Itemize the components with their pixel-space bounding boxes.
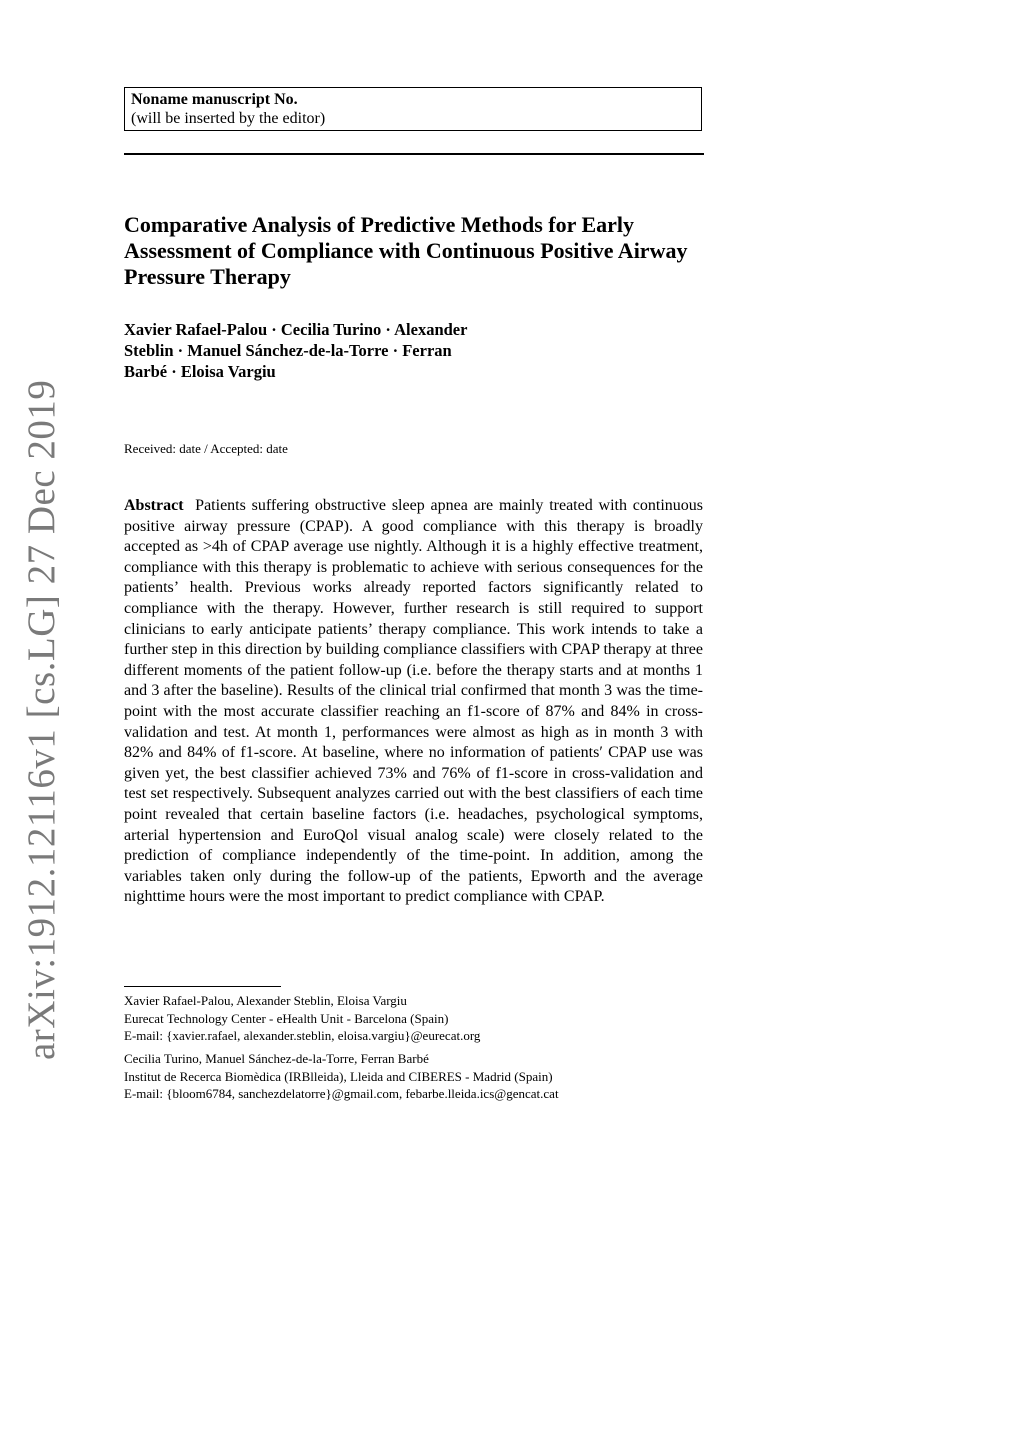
paper-title: Comparative Analysis of Predictive Methods for Early Assessment of Compliance with Continuous Positive Airway Pressure Therapy [124, 212, 688, 289]
header-rule [124, 153, 704, 155]
affiliation-block [124, 992, 724, 1045]
footnote-rule [124, 986, 281, 987]
received-date: Received: date / Accepted: date [124, 441, 288, 456]
abstract-text: Patients suffering obstructive sleep apnea are mainly treated with continuous positive airway pressure (CPAP). A good compliance with this therapy is broadly accepted as >4h of CPAP average use nightly. Although it is a highly effective treatment, compliance with this therapy is problematic to achieve with serious consequences for the patients’ health. Previous works already reported factors significantly related to compliance with the therapy. However, further research is still required to support clinicians to early anticipate patients’ therapy compliance. This work intends to take a further step in this direction by building compliance classifiers with CPAP therapy at three different moments of the patient follow-up (i.e. before the therapy starts and at months 1 and 3 after the baseline). Results of the clinical trial confirmed that month 3 was the time-point with the most accurate classifier reaching an f1-score of 87% and 84% in cross-validation and test. At month 1, performances were almost as high as in month 3 with 82% and 84% of f1-score. At baseline, where no information of patients′ CPAP use was given yet, the best classifier achieved 73% and 76% of f1-score in cross-validation and test set respectively. Subsequent analyzes carried out with the best classifiers of each time point revealed that certain baseline factors (i.e. headaches, psychological symptoms, arterial hypertension and EuroQol visual analog scale) were closely related to the prediction of compliance independently of the time-point. In addition, among the variables taken only during the follow-up of the patients, Epworth and the average nighttime hours were the most important to predict compliance with CPAP. [124, 497, 704, 906]
author-list: Xavier Rafael-Palou · Cecilia Turino · Alexander Steblin · Manuel Sánchez-de-la-Torre · Ferran Barbé · Eloisa Vargiu [124, 320, 468, 381]
manuscript-box [124, 87, 702, 131]
affiliation-email: E-mail: {bloom6784, sanchezdelatorre}@gmail.com, febarbe.lleida.ics@gencat.cat [124, 1086, 559, 1101]
affiliation-names: Cecilia Turino, Manuel Sánchez-de-la-Torre, Ferran Barbé [124, 1051, 429, 1066]
affiliation-block [124, 1050, 724, 1103]
affiliation-email: E-mail: {xavier.rafael, alexander.steblin, eloisa.vargiu}@eurecat.org [124, 1028, 481, 1043]
affiliation-institution: Eurecat Technology Center - eHealth Unit - Barcelona (Spain) [124, 1010, 449, 1026]
manuscript-editor-note: (will be inserted by the editor) [131, 110, 326, 127]
abstract-label: Abstract [124, 497, 184, 514]
arxiv-identifier: arXiv:1912.12116v1 [cs.LG] 27 Dec 2019 [20, 379, 63, 1060]
abstract [124, 496, 703, 908]
manuscript-number: Noname manuscript No. [131, 91, 298, 108]
affiliation-institution: Institut de Recerca Biomèdica (IRBlleida), Lleida and CIBERES - Madrid (Spain) [124, 1068, 553, 1084]
affiliation-names: Xavier Rafael-Palou, Alexander Steblin, Eloisa Vargiu [124, 993, 407, 1008]
